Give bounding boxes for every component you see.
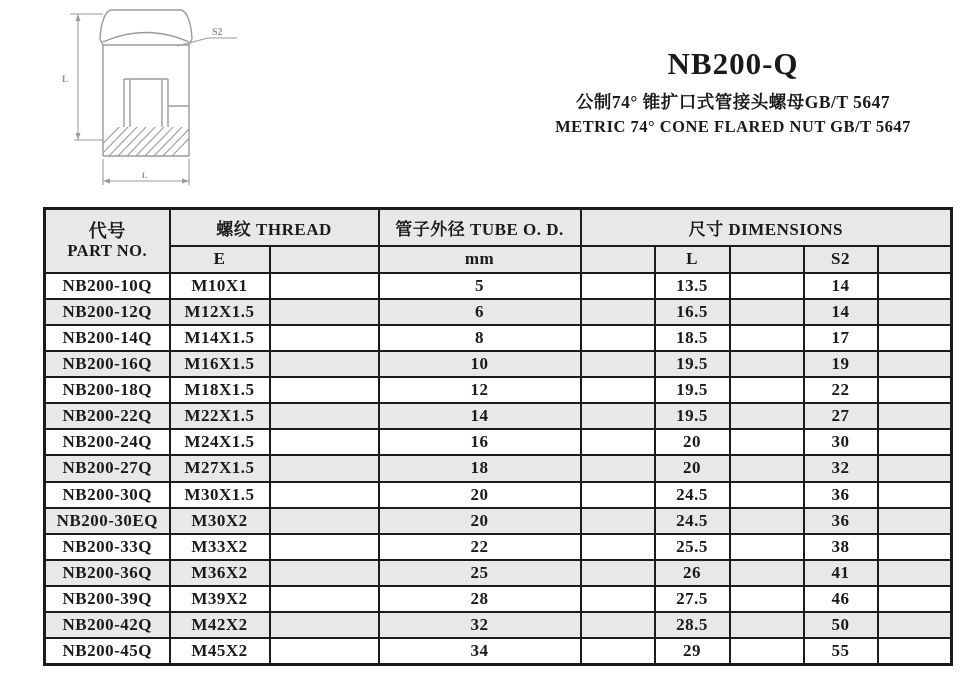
cell-tube-od: 6 xyxy=(379,299,581,325)
cell-tube-od: 12 xyxy=(379,377,581,403)
cell-part-no: NB200-30EQ xyxy=(45,508,170,534)
cell-blank xyxy=(270,508,379,534)
hex-head-outline xyxy=(100,10,192,39)
cell-s2: 46 xyxy=(804,586,878,612)
cell-blank xyxy=(581,455,655,481)
table-row xyxy=(45,508,952,534)
cell-blank xyxy=(581,429,655,455)
cell-s2: 27 xyxy=(804,403,878,429)
arrowhead xyxy=(182,179,189,184)
cell-part-no: NB200-30Q xyxy=(45,482,170,508)
cell-part-no: NB200-16Q xyxy=(45,351,170,377)
cell-l: 29 xyxy=(655,638,730,664)
cell-tube-od: 18 xyxy=(379,455,581,481)
cell-blank xyxy=(878,325,952,351)
table-row xyxy=(45,612,952,638)
cell-tube-od: 5 xyxy=(379,273,581,299)
cell-thread: M12X1.5 xyxy=(170,299,270,325)
cell-tube-od: 34 xyxy=(379,638,581,664)
cell-thread: M22X1.5 xyxy=(170,403,270,429)
table-body xyxy=(45,273,952,665)
cell-blank xyxy=(581,377,655,403)
cell-s2: 30 xyxy=(804,429,878,455)
cell-blank xyxy=(730,273,804,299)
subtitle-chinese: 公制74° 锥扩口式管接头螺母GB/T 5647 xyxy=(575,92,891,112)
cell-part-no: NB200-39Q xyxy=(45,586,170,612)
table-row xyxy=(45,351,952,377)
cell-s2: 32 xyxy=(804,455,878,481)
cell-blank xyxy=(270,429,379,455)
subheader-blank xyxy=(730,246,804,273)
cell-blank xyxy=(270,377,379,403)
cell-blank xyxy=(730,560,804,586)
cell-thread: M27X1.5 xyxy=(170,455,270,481)
cell-blank xyxy=(878,455,952,481)
hex-chamfer-arc xyxy=(103,33,189,43)
length-dimension-label: L xyxy=(62,74,69,84)
cell-blank xyxy=(270,534,379,560)
cell-thread: M16X1.5 xyxy=(170,351,270,377)
cell-blank xyxy=(581,638,655,664)
cell-l: 20 xyxy=(655,455,730,481)
arrowhead xyxy=(76,133,81,140)
table-row xyxy=(45,560,952,586)
hex-notch-left xyxy=(100,39,103,45)
cell-s2: 36 xyxy=(804,508,878,534)
table-row xyxy=(45,638,952,664)
cell-blank xyxy=(730,612,804,638)
cell-tube-od: 32 xyxy=(379,612,581,638)
table-row xyxy=(45,325,952,351)
table-row xyxy=(45,299,952,325)
cell-s2: 38 xyxy=(804,534,878,560)
cell-thread: M42X2 xyxy=(170,612,270,638)
cell-tube-od: 16 xyxy=(379,429,581,455)
cell-s2: 14 xyxy=(804,299,878,325)
subheader-mm: mm xyxy=(379,246,581,273)
cell-l: 25.5 xyxy=(655,534,730,560)
cell-thread: M14X1.5 xyxy=(170,325,270,351)
cell-blank xyxy=(270,560,379,586)
cell-blank xyxy=(270,612,379,638)
cell-blank xyxy=(270,586,379,612)
cell-blank xyxy=(581,482,655,508)
cell-blank xyxy=(730,586,804,612)
cell-blank xyxy=(730,455,804,481)
cell-blank xyxy=(581,508,655,534)
cell-part-no: NB200-42Q xyxy=(45,612,170,638)
cell-thread: M33X2 xyxy=(170,534,270,560)
cell-blank xyxy=(878,299,952,325)
cell-blank xyxy=(878,612,952,638)
col-header-thread: 螺纹 THREAD xyxy=(170,209,379,246)
cell-blank xyxy=(878,534,952,560)
cell-l: 19.5 xyxy=(655,403,730,429)
cell-blank xyxy=(730,534,804,560)
col-header-tube-od: 管子外径 TUBE O. D. xyxy=(379,209,581,246)
cell-blank xyxy=(270,482,379,508)
cell-blank xyxy=(878,273,952,299)
cell-part-no: NB200-18Q xyxy=(45,377,170,403)
bore-lines xyxy=(124,79,189,127)
subheader-blank xyxy=(581,246,655,273)
cell-part-no: NB200-14Q xyxy=(45,325,170,351)
cell-blank xyxy=(878,482,952,508)
cell-blank xyxy=(878,403,952,429)
cell-thread: M30X1.5 xyxy=(170,482,270,508)
cell-blank xyxy=(581,534,655,560)
cell-blank xyxy=(730,377,804,403)
cell-tube-od: 25 xyxy=(379,560,581,586)
cell-blank xyxy=(878,508,952,534)
cell-blank xyxy=(581,273,655,299)
cell-blank xyxy=(730,299,804,325)
subheader-l: L xyxy=(655,246,730,273)
page-title: NB200-Q xyxy=(667,46,799,81)
cell-blank xyxy=(878,586,952,612)
arrowhead xyxy=(103,179,110,184)
cell-tube-od: 20 xyxy=(379,508,581,534)
cell-blank xyxy=(270,403,379,429)
cell-part-no: NB200-45Q xyxy=(45,638,170,664)
cell-blank xyxy=(581,299,655,325)
cell-s2: 55 xyxy=(804,638,878,664)
cell-l: 26 xyxy=(655,560,730,586)
cell-blank xyxy=(270,325,379,351)
cell-blank xyxy=(878,560,952,586)
cell-thread: M39X2 xyxy=(170,586,270,612)
cell-blank xyxy=(270,273,379,299)
cell-thread: M30X2 xyxy=(170,508,270,534)
cell-blank xyxy=(730,403,804,429)
cell-s2: 22 xyxy=(804,377,878,403)
cell-blank xyxy=(878,429,952,455)
cell-blank xyxy=(730,429,804,455)
cell-tube-od: 14 xyxy=(379,403,581,429)
cell-part-no: NB200-36Q xyxy=(45,560,170,586)
cell-l: 24.5 xyxy=(655,508,730,534)
subheader-thread-e: E xyxy=(170,246,270,273)
cell-blank xyxy=(270,638,379,664)
nut-technical-drawing xyxy=(40,4,250,202)
cell-blank xyxy=(730,482,804,508)
cell-blank xyxy=(581,586,655,612)
col-header-part-no xyxy=(45,209,170,273)
cell-part-no: NB200-12Q xyxy=(45,299,170,325)
title-block xyxy=(500,46,966,137)
cell-blank xyxy=(730,325,804,351)
cell-l: 19.5 xyxy=(655,351,730,377)
cell-blank xyxy=(730,508,804,534)
cell-blank xyxy=(270,455,379,481)
cell-s2: 41 xyxy=(804,560,878,586)
cell-blank xyxy=(270,299,379,325)
table-row xyxy=(45,455,952,481)
cell-thread: M36X2 xyxy=(170,560,270,586)
cell-blank xyxy=(730,638,804,664)
cell-l: 16.5 xyxy=(655,299,730,325)
part-no-label-en: PART NO. xyxy=(67,240,148,260)
arrowhead xyxy=(76,14,81,21)
cell-tube-od: 8 xyxy=(379,325,581,351)
cell-s2: 36 xyxy=(804,482,878,508)
cell-part-no: NB200-33Q xyxy=(45,534,170,560)
cell-l: 20 xyxy=(655,429,730,455)
subtitle-english: METRIC 74° CONE FLARED NUT GB/T 5647 xyxy=(555,117,911,136)
cell-tube-od: 22 xyxy=(379,534,581,560)
table-row xyxy=(45,482,952,508)
table-row xyxy=(45,377,952,403)
cell-s2: 17 xyxy=(804,325,878,351)
part-no-label-cn: 代号 xyxy=(88,220,126,241)
cell-thread: M45X2 xyxy=(170,638,270,664)
cell-blank xyxy=(730,351,804,377)
cell-blank xyxy=(581,351,655,377)
cell-l: 27.5 xyxy=(655,586,730,612)
subheader-blank xyxy=(878,246,952,273)
table-row xyxy=(45,429,952,455)
cell-tube-od: 28 xyxy=(379,586,581,612)
cell-l: 19.5 xyxy=(655,377,730,403)
s2-dimension-label: S2 xyxy=(212,27,223,38)
cell-blank xyxy=(270,351,379,377)
subheader-blank xyxy=(270,246,379,273)
length-dimension xyxy=(70,14,103,140)
cell-blank xyxy=(581,612,655,638)
cell-l: 13.5 xyxy=(655,273,730,299)
cell-part-no: NB200-24Q xyxy=(45,429,170,455)
cell-blank xyxy=(878,638,952,664)
cell-s2: 50 xyxy=(804,612,878,638)
section-hatch xyxy=(90,126,201,157)
cell-s2: 14 xyxy=(804,273,878,299)
cell-thread: M18X1.5 xyxy=(170,377,270,403)
table-row xyxy=(45,273,952,299)
cell-s2: 19 xyxy=(804,351,878,377)
cell-thread: M10X1 xyxy=(170,273,270,299)
width-dimension-label: L xyxy=(142,171,148,180)
table-row xyxy=(45,403,952,429)
cell-blank xyxy=(581,560,655,586)
cell-part-no: NB200-10Q xyxy=(45,273,170,299)
cell-blank xyxy=(581,325,655,351)
col-header-dimensions: 尺寸 DIMENSIONS xyxy=(581,209,952,246)
cell-tube-od: 10 xyxy=(379,351,581,377)
cell-l: 28.5 xyxy=(655,612,730,638)
table-row xyxy=(45,534,952,560)
subheader-s2: S2 xyxy=(804,246,878,273)
cell-blank xyxy=(878,377,952,403)
cell-part-no: NB200-27Q xyxy=(45,455,170,481)
cell-l: 18.5 xyxy=(655,325,730,351)
cell-blank xyxy=(878,351,952,377)
cell-l: 24.5 xyxy=(655,482,730,508)
cell-tube-od: 20 xyxy=(379,482,581,508)
cell-blank xyxy=(581,403,655,429)
cell-thread: M24X1.5 xyxy=(170,429,270,455)
cell-part-no: NB200-22Q xyxy=(45,403,170,429)
table-row xyxy=(45,586,952,612)
spec-table xyxy=(43,207,953,666)
